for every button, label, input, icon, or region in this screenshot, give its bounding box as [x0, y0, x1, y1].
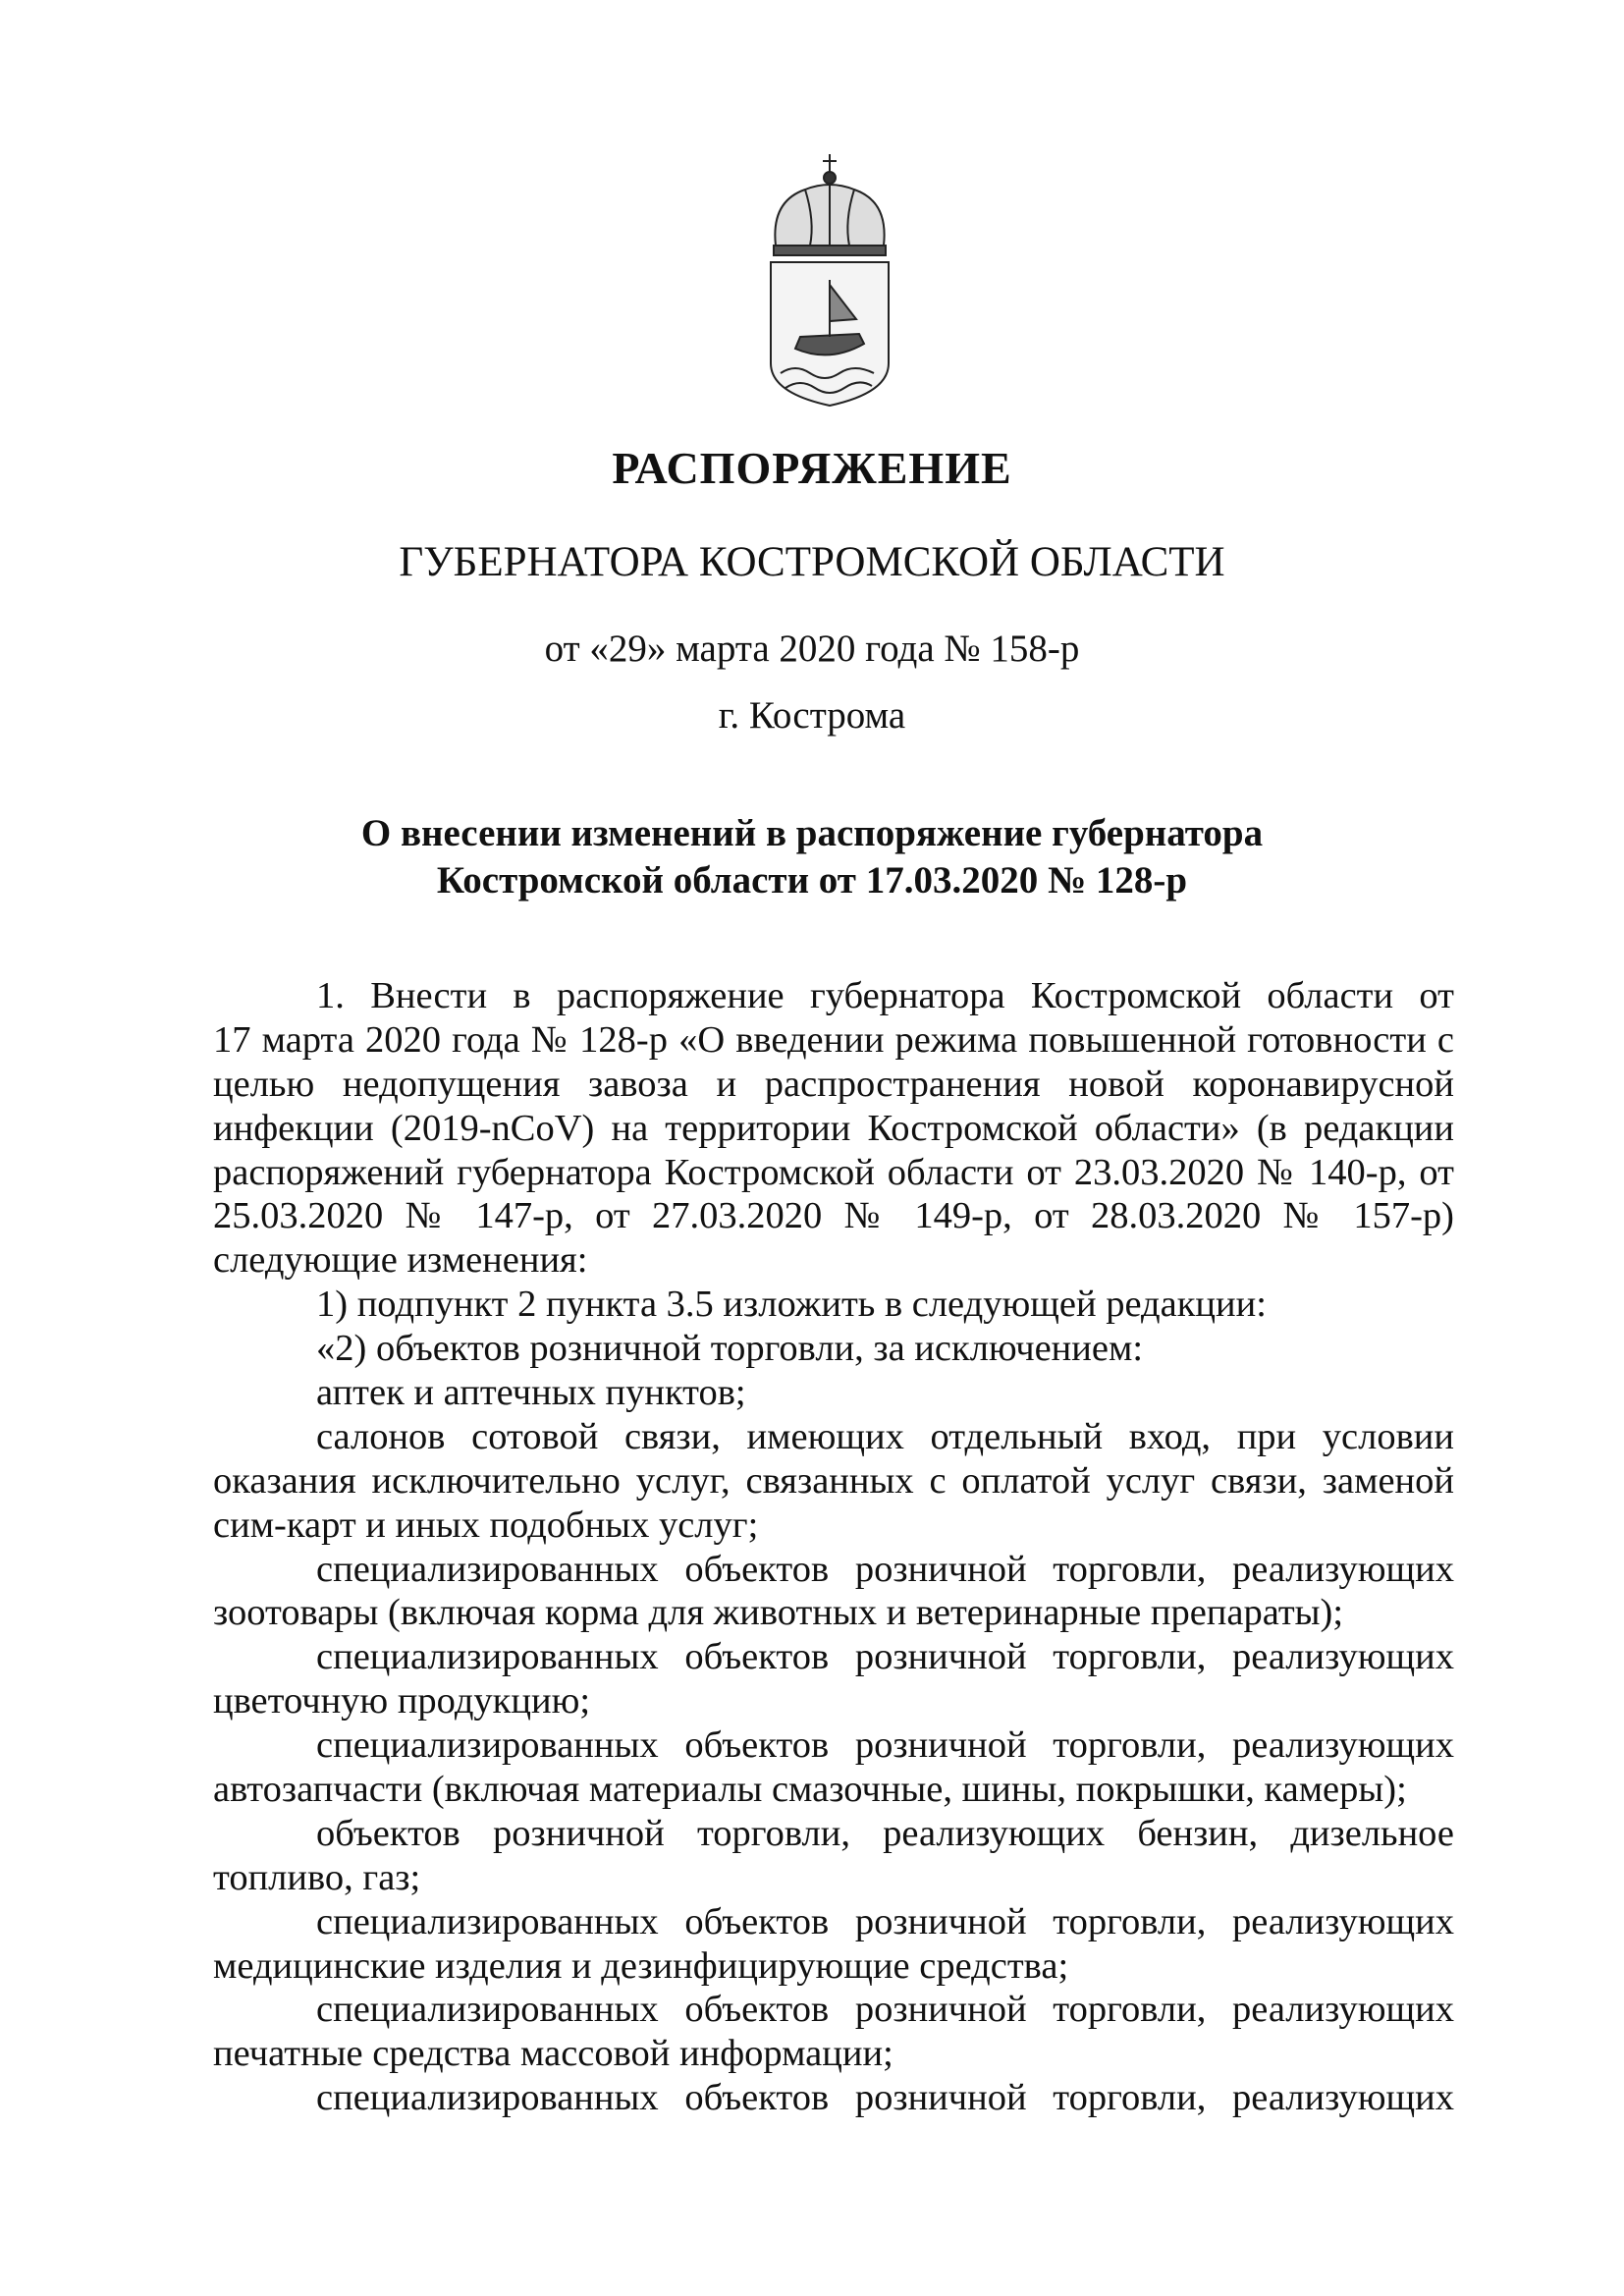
body-text-line: инфекции (2019-nCoV) на территории Костромской области» (в редакции — [213, 1107, 1454, 1149]
body-text-line: аптек и аптечных пунктов; — [316, 1372, 746, 1414]
subject-line-2: Костромской области от 17.03.2020 № 128-р — [436, 859, 1188, 902]
body-text-line: цветочную продукцию; — [213, 1680, 591, 1722]
body-text-line: следующие изменения: — [213, 1239, 588, 1282]
body-text-line: распоряжений губернатора Костромской области от 23.03.2020 № 140-р, от — [213, 1151, 1454, 1193]
body-text-line: 17 марта 2020 года № 128-р «О введении режима повышенной готовности с — [213, 1018, 1454, 1061]
body-text-line: 25.03.2020 № 147-р, от 27.03.2020 № 149-р, от 28.03.2020 № 157-р) — [213, 1195, 1454, 1237]
body-text-line: специализированных объектов розничной торговли, реализующих — [316, 1636, 1454, 1678]
body-text-line: 1. Внести в распоряжение губернатора Костромской области от — [316, 975, 1454, 1016]
body-text-line: специализированных объектов розничной торговли, реализующих — [316, 1989, 1454, 2031]
body-text-line: печатные средства массовой информации; — [213, 2033, 893, 2075]
body-text-line: целью недопущения завоза и распространения новой коронавирусной — [213, 1063, 1454, 1105]
body-text-line: оказания исключительно услуг, связанных с оплатой услуг связи, заменой — [213, 1459, 1454, 1502]
city: г. Кострома — [718, 694, 906, 737]
coat-of-arms-emblem — [766, 152, 893, 408]
date-number: от «29» марта 2020 года № 158-р — [544, 628, 1080, 670]
body-text-line: зоотовары (включая корма для животных и ветеринарные препараты); — [213, 1592, 1344, 1634]
document-title: РАСПОРЯЖЕНИЕ — [612, 443, 1012, 493]
body-text-line: специализированных объектов розничной торговли, реализующих — [316, 2077, 1454, 2119]
body-text-line: сим-карт и иных подобных услуг; — [213, 1503, 759, 1546]
body-text-line: специализированных объектов розничной торговли, реализующих — [316, 1548, 1454, 1590]
body-text-line: «2) объектов розничной торговли, за исключением: — [316, 1328, 1144, 1370]
issuing-authority: ГУБЕРНАТОРА КОСТРОМСКОЙ ОБЛАСТИ — [399, 539, 1225, 585]
body-text-line: специализированных объектов розничной торговли, реализующих — [316, 1724, 1454, 1767]
body-text-line: 1) подпункт 2 пункта 3.5 изложить в следующей редакции: — [316, 1284, 1267, 1326]
body-text-line: специализированных объектов розничной торговли, реализующих — [316, 1900, 1454, 1942]
body-text-line: объектов розничной торговли, реализующих бензин, дизельное — [316, 1812, 1454, 1854]
body-text-line: топливо, газ; — [213, 1856, 421, 1898]
subject-line-1: О внесении изменений в распоряжение губернатора — [360, 812, 1264, 854]
document-body — [213, 974, 1454, 2120]
body-text-line: автозапчасти (включая материалы смазочные, шины, покрышки, камеры); — [213, 1769, 1407, 1811]
body-text-line: салонов сотовой связи, имеющих отдельный вход, при условии — [316, 1415, 1454, 1457]
body-text-line: медицинские изделия и дезинфицирующие средства; — [213, 1944, 1069, 1987]
